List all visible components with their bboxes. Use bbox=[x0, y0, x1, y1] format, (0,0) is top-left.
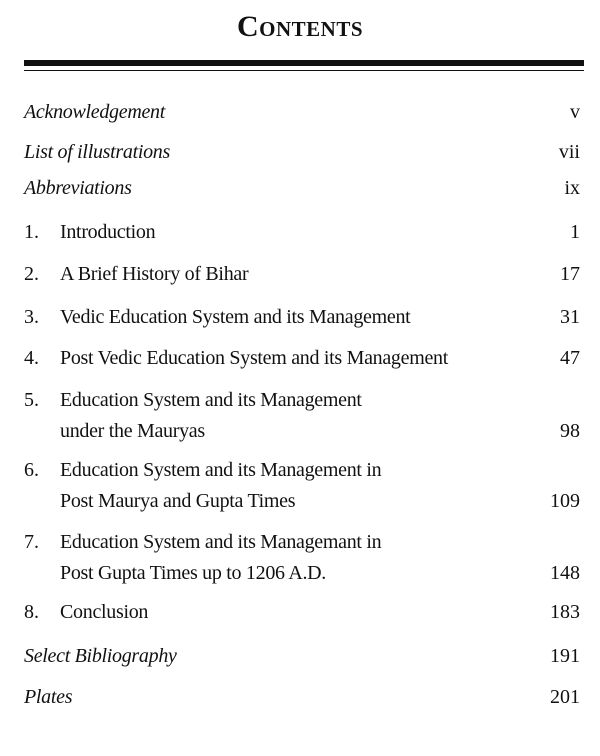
chapter-page: 47 bbox=[560, 347, 580, 369]
title-rule-thin bbox=[24, 70, 584, 71]
chapter-number: 6. bbox=[24, 459, 39, 481]
chapter-number: 5. bbox=[24, 389, 39, 411]
toc-entry-label: Acknowledgement bbox=[24, 101, 165, 123]
toc-chapter-2[interactable] bbox=[24, 259, 580, 290]
chapter-title bbox=[60, 455, 381, 517]
toc-entry-select-bibliography[interactable] bbox=[24, 641, 580, 672]
chapter-title-line-1: Education System and its Managemant in bbox=[60, 531, 382, 553]
chapter-number: 1. bbox=[24, 221, 39, 243]
chapter-title: A Brief History of Bihar bbox=[60, 263, 249, 285]
chapter-page: 98 bbox=[560, 420, 580, 442]
toc-entry-abbreviations[interactable] bbox=[24, 173, 580, 204]
page-title: Contents bbox=[236, 10, 364, 43]
toc-entry-label: Plates bbox=[24, 686, 73, 708]
chapter-number: 7. bbox=[24, 531, 39, 553]
toc-entry-label: List of illustrations bbox=[24, 141, 170, 163]
chapter-page: 31 bbox=[560, 306, 580, 328]
toc-entry-page: v bbox=[570, 101, 580, 123]
chapter-number: 3. bbox=[24, 306, 39, 328]
toc-entry-acknowledgement[interactable] bbox=[24, 97, 580, 128]
chapter-page: 183 bbox=[550, 601, 580, 623]
chapter-title: Introduction bbox=[60, 221, 156, 243]
toc-entry-label: Abbreviations bbox=[24, 177, 132, 199]
toc-entry-page: 191 bbox=[550, 645, 580, 667]
chapter-number: 2. bbox=[24, 263, 39, 285]
chapter-page: 17 bbox=[560, 263, 580, 285]
chapter-page: 148 bbox=[550, 562, 580, 584]
toc-entry-label: Select Bibliography bbox=[24, 645, 177, 667]
chapter-title-line-1: Education System and its Management bbox=[60, 389, 362, 411]
chapter-title bbox=[60, 527, 381, 589]
chapter-number: 4. bbox=[24, 347, 39, 369]
chapter-title-line-1: Education System and its Management in bbox=[60, 459, 382, 481]
chapter-title bbox=[60, 385, 362, 447]
toc-chapter-1[interactable] bbox=[24, 217, 580, 248]
toc-chapter-3[interactable] bbox=[24, 302, 580, 333]
toc-chapter-6[interactable] bbox=[24, 455, 580, 517]
toc-entry-page: 201 bbox=[550, 686, 580, 708]
chapter-title-line-2: Post Gupta Times up to 1206 A.D. bbox=[60, 562, 327, 584]
title-rule-thick bbox=[24, 60, 584, 66]
toc-entry-list-of-illustrations[interactable] bbox=[24, 137, 580, 168]
toc-chapter-7[interactable] bbox=[24, 527, 580, 589]
toc-chapter-5[interactable] bbox=[24, 385, 580, 447]
chapter-title-line-2: under the Mauryas bbox=[60, 420, 205, 442]
toc-entry-page: vii bbox=[558, 141, 580, 163]
chapter-title: Post Vedic Education System and its Management bbox=[60, 347, 448, 369]
chapter-title: Vedic Education System and its Management bbox=[60, 306, 411, 328]
chapter-page: 109 bbox=[550, 490, 580, 512]
chapter-title: Conclusion bbox=[60, 601, 149, 623]
chapter-page: 1 bbox=[570, 221, 580, 243]
toc-entry-page: ix bbox=[564, 177, 580, 199]
chapter-number: 8. bbox=[24, 601, 39, 623]
chapter-title-line-2: Post Maurya and Gupta Times bbox=[60, 490, 296, 512]
toc-chapter-4[interactable] bbox=[24, 343, 580, 374]
toc-chapter-8[interactable] bbox=[24, 597, 580, 628]
toc-entry-plates[interactable] bbox=[24, 682, 580, 713]
